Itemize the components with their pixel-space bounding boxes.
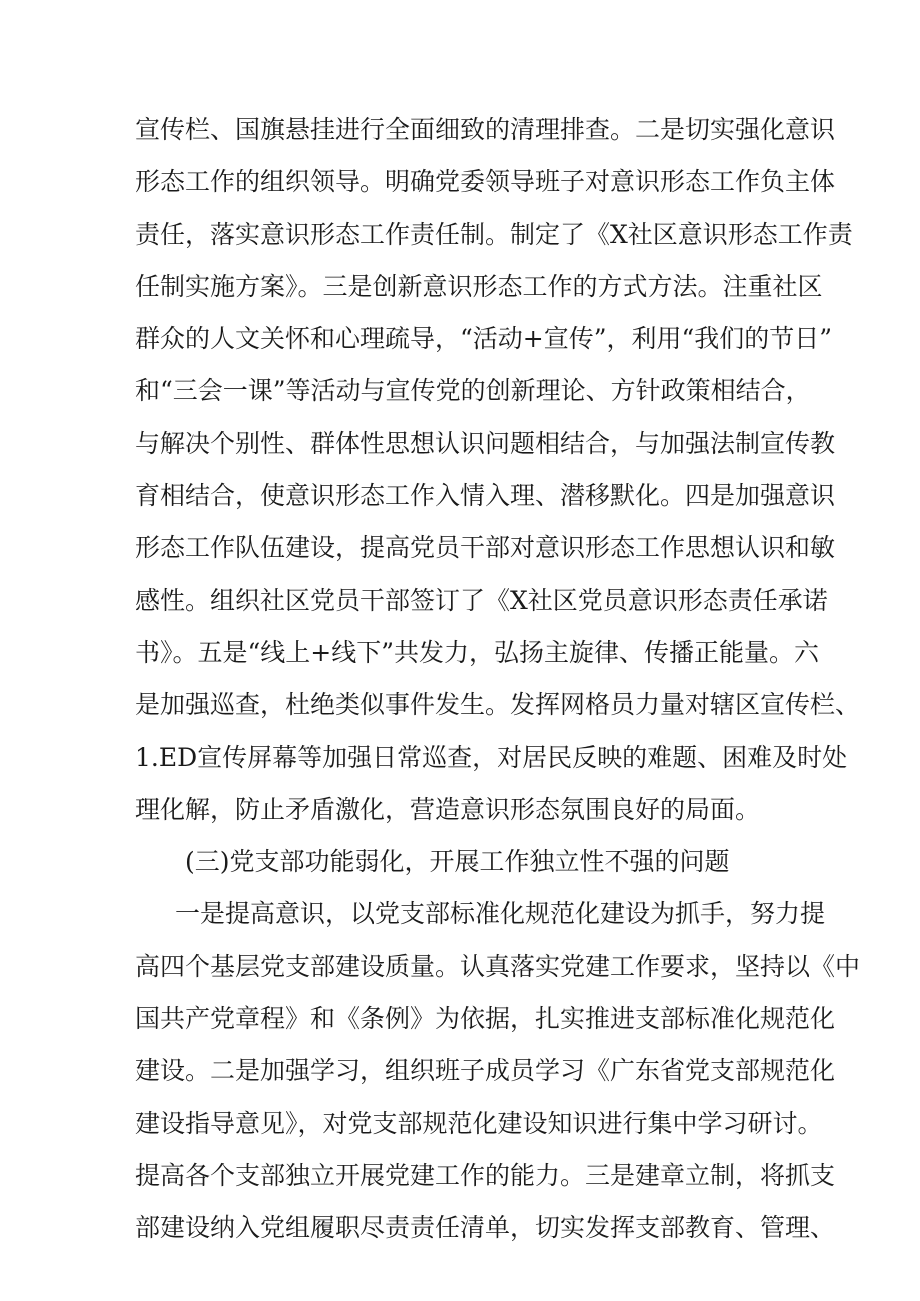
text-line: 任制实施方案》。三是创新意识形态工作的方式方法。注重社区: [135, 271, 823, 301]
text-line: 一是提高意识，以党支部标准化规范化建设为抓手，努力提: [175, 899, 826, 929]
text-line: 宣传栏、国旗悬挂进行全面细致的清理排查。二是切实强化意识: [135, 115, 836, 144]
text-line: 与解决个别性、群体性思想认识问题相结合，与加强法制宣传教: [135, 428, 836, 458]
text-line: 是加强巡查，杜绝类似事件发生。发挥网格员力量对辖区宣传栏、: [135, 690, 861, 720]
text-line: 建设。二是加强学习，组织班子成员学习《广东省党支部规范化: [135, 1056, 836, 1086]
text-line: 部建设纳入党组履职尽责责任清单，切实发挥支部教育、管理、: [135, 1213, 836, 1243]
text-line: 提高各个支部独立开展党建工作的能力。三是建章立制，将抓支: [135, 1160, 836, 1190]
document-body: [135, 104, 861, 1255]
text-line: 责任，落实意识形态工作责任制。制定了《X社区意识形态工作责: [135, 219, 853, 249]
text-line: 高四个基层党支部建设质量。认真落实党建工作要求，坚持以《中: [135, 951, 861, 981]
text-line: 形态工作的组织领导。明确党委领导班子对意识形态工作负主体: [135, 167, 836, 197]
section-heading: (三)党支部功能弱化，开展工作独立性不强的问题: [185, 847, 730, 877]
text-line: 群众的人文关怀和心理疏导，“活动+宣传”，利用“我们的节日”: [135, 324, 833, 354]
text-line: 育相结合，使意识形态工作入情入理、潜移默化。四是加强意识: [135, 481, 836, 511]
text-line: 建设指导意见》，对党支部规范化建设知识进行集中学习研讨。: [135, 1108, 823, 1138]
text-line: 和“三会一课”等活动与宣传党的创新理论、方针政策相结合，: [135, 376, 811, 406]
text-line: 感性。组织社区党员干部签订了《X社区党员意识形态责任承诺: [135, 585, 828, 615]
paragraph-ideology-measures: [135, 104, 861, 836]
paragraph-branch-building: [135, 888, 861, 1254]
text-line: 1.ED宣传屏幕等加强日常巡查，对居民反映的难题、困难及时处: [135, 742, 848, 772]
text-line: 理化解，防止矛盾激化，营造意识形态氛围良好的局面。: [135, 794, 761, 824]
text-line: 书》。五是“线上+线下”共发力，弘扬主旋律、传播正能量。六: [135, 637, 820, 667]
text-line: 形态工作队伍建设，提高党员干部对意识形态工作思想认识和敏: [135, 533, 836, 563]
text-line: 国共产党章程》和《条例》为依据，扎实推进支部标准化规范化: [135, 1004, 836, 1034]
